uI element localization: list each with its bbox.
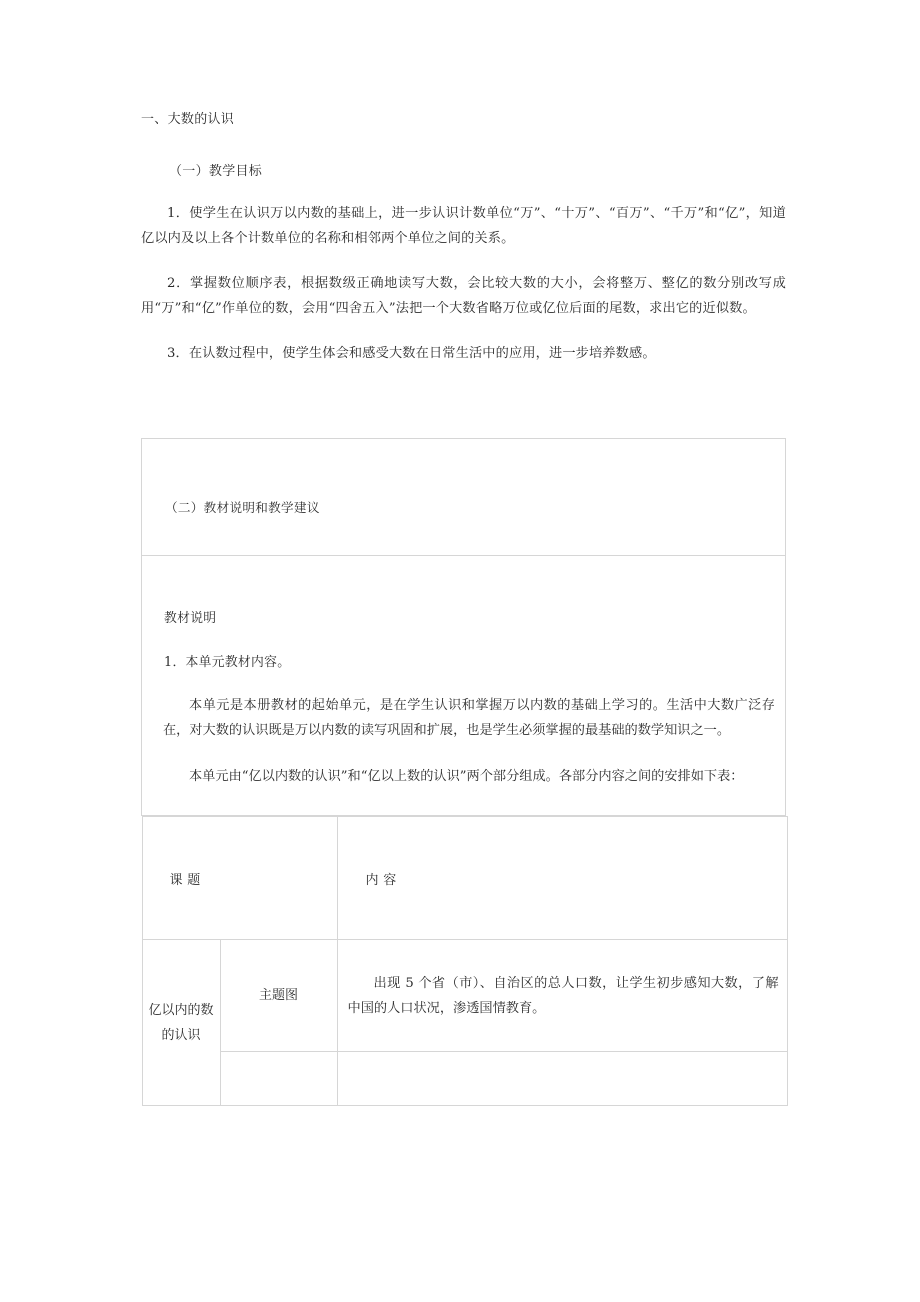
panel-heading-row bbox=[142, 439, 786, 556]
cell-lesson-name-empty bbox=[220, 1052, 337, 1106]
objective-item-1: 1．使学生在认识万以内数的基础上，进一步认识计数单位“万”、“十万”、“百万”、“千万”和“亿”，知道亿以内及以上各个计数单位的名称和相邻两个单位之间的关系。 bbox=[141, 206, 786, 246]
table-row bbox=[142, 1052, 787, 1106]
cell-lesson-content: 出现 5 个省（市）、自治区的总人口数，让学生初步感知大数，了解中国的人口状况，渗透国情教育。 bbox=[337, 940, 787, 1052]
panel-body-row bbox=[142, 556, 786, 816]
panel-subtable-row bbox=[142, 816, 786, 1107]
objective-item-2: 2．掌握数位顺序表，根据数级正确地读写大数，会比较大数的大小，会将整万、整亿的数分别改写成用“万”和“亿”作单位的数，会用“四舍五入”法把一个大数省略万位或亿位后面的尾数，求出它的近似数。 bbox=[141, 276, 786, 316]
panel-paragraph-2: 本单元由“亿以内数的认识”和“亿以上数的认识”两个部分组成。各部分内容之间的安排如下表： bbox=[189, 769, 744, 784]
arrangement-table bbox=[142, 816, 788, 1106]
objective-item-3: 3．在认数过程中，使学生体会和感受大数在日常生活中的应用，进一步培养数感。 bbox=[167, 346, 656, 361]
arrangement-header-row bbox=[142, 817, 787, 940]
cell-unit-name: 亿以内的数的认识 bbox=[142, 940, 220, 1106]
panel-heading-label: （二）教材说明和教学建议 bbox=[165, 500, 320, 515]
section-heading-teaching-objectives: （一）教学目标 bbox=[169, 164, 263, 179]
materials-panel-table bbox=[141, 438, 786, 1106]
panel-subheading: 教材说明 bbox=[164, 611, 217, 626]
panel-heading-cell bbox=[142, 439, 786, 556]
panel-paragraph-1: 本单元是本册教材的起始单元，是在学生认识和掌握万以内数的基础上学习的。生活中大数广泛存在，对大数的认识既是万以内数的读写巩固和扩展，也是学生必须掌握的最基础的数学知识之一。 bbox=[163, 698, 775, 738]
document-page bbox=[141, 0, 786, 1106]
panel-item-number: 1．本单元教材内容。 bbox=[164, 655, 291, 670]
panel-subtable-cell bbox=[142, 816, 786, 1107]
table-row bbox=[142, 940, 787, 1052]
column-header-topic: 课 题 bbox=[142, 817, 337, 940]
page-title: 一、大数的认识 bbox=[141, 112, 235, 127]
column-header-content: 内 容 bbox=[337, 817, 787, 940]
cell-lesson-content-empty bbox=[337, 1052, 787, 1106]
cell-lesson-name: 主题图 bbox=[220, 940, 337, 1052]
panel-body-cell bbox=[142, 556, 786, 816]
